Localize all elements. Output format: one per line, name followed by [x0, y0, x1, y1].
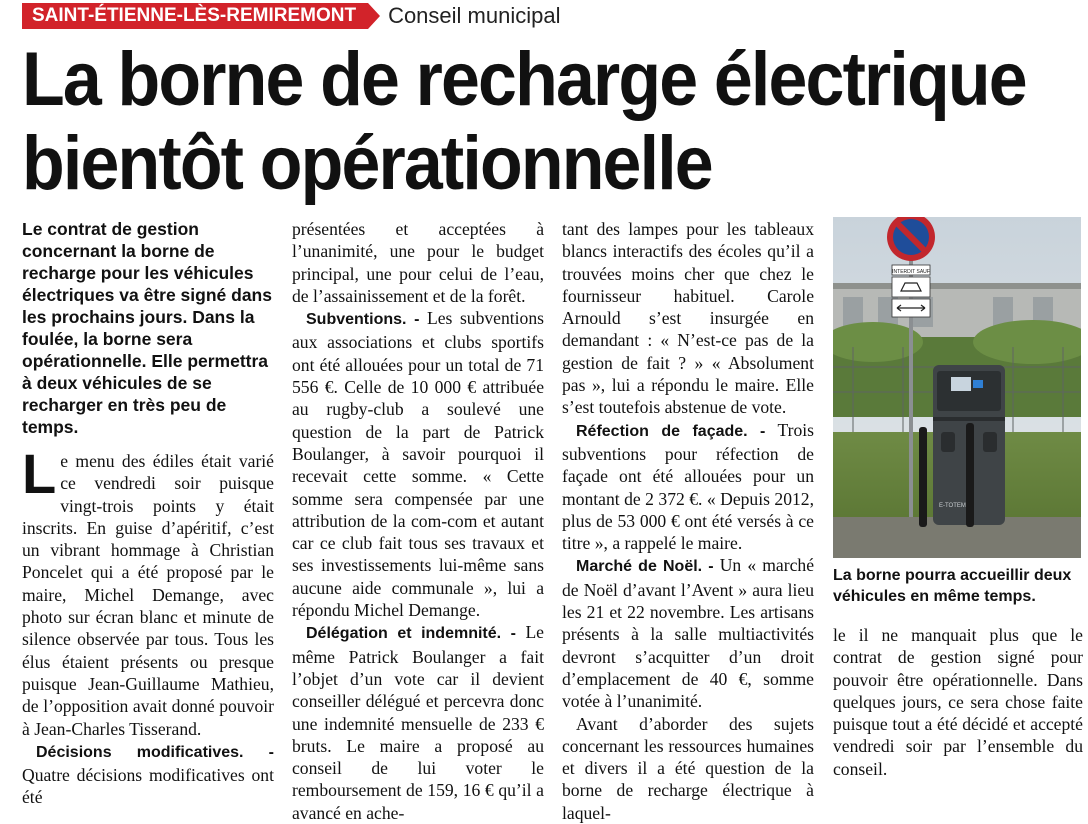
paragraph-conclusion: le il ne manquait plus que le contrat de gestion signé pour pouvoir être opérationnelle. Dans quelques jours, ce sera chose faite puisque tout a été décidé et accepté vendredi soir par l’ensemble du conseil.	[833, 625, 1083, 779]
paragraph-continued: présentées et acceptées à l’unanimité, une pour le budget principal, une pour celui de l’eau, de l’assainissement et de la forêt.	[292, 219, 544, 306]
headline-line-2: bientôt opérationnelle	[22, 121, 712, 206]
paragraph-marche: Marché de Noël. - Un « marché de Noël d’avant l’Avent » aura lieu les 21 et 22 novembre. Les artisans présents à la salle multiactivités devront s’acquitter d’un droit d’emplacement de 40 €, somme votée à l’unanimité.	[562, 555, 814, 712]
lead-paragraph: Le contrat de gestion concernant la borne de recharge pour les véhicules électriques va être signé dans les prochains jours. Dans la foulée, la borne sera opérationnelle. Elle permettra à deux véhicules de se recharger en très peu de temps.	[22, 219, 272, 437]
intro-paragraph: Le menu des édiles était varié ce vendredi soir puisque vingt-trois points y était inscrits. En guise d’apéritif, c’est un vibrant hommage à Christian Poncelet qui a été proposé par le maire, Michel Demange, avec photo sur écran blanc et minute de silence observée par tous. Tous les élus étaient présents ou presque puisque Jean-Guillaume Mathieu, de l’opposition avait donné pouvoir à Jean-Charles Tisserand.	[22, 442, 274, 739]
paragraph-borne: Avant d’aborder des sujets concernant les ressources humaines et divers il a été question de la borne de recharge électrique à laquel-	[562, 713, 814, 823]
paragraph-decisions: Décisions modificatives. - Quatre décisions modificatives ont été	[22, 743, 274, 808]
section-label: Conseil municipal	[388, 3, 561, 28]
station-brand: E-TOTEM	[939, 503, 966, 509]
kicker	[22, 3, 560, 29]
headline	[22, 37, 1026, 206]
drop-cap: L	[22, 442, 57, 505]
charging-station-photo	[833, 217, 1081, 558]
subhead-decisions: Décisions modificatives. -	[36, 743, 274, 761]
subhead-facade: Réfection de façade. -	[576, 422, 766, 440]
column-3	[562, 218, 814, 824]
subhead-marche: Marché de Noël. -	[576, 558, 714, 576]
paragraph-delegation: Délégation et indemnité. - Le même Patrick Boulanger a fait l’objet d’un vote car il devient conseiller délégué et percevra donc une indemnité mensuelle de 233 € bruts. Le maire a proposé au conseil de lui voter le remboursement de 159, 16 € qu’il a avancé en ache-	[292, 622, 544, 823]
photo-caption: La borne pourra accueillir deux véhicules en même temps.	[833, 567, 1072, 605]
sign-plaque-text: INTERDIT SAUF	[892, 269, 930, 275]
subhead-subventions: Subventions. -	[306, 311, 420, 329]
paragraph-facade: Réfection de façade. - Trois subventions pour réfection de façade ont été allouées pour un montant de 2 372 €. « Depuis 2012, plus de 53 000 € ont été versés à ce titre », a rappelé le maire.	[562, 419, 814, 554]
paragraph-subventions: Subventions. - Les subventions aux associations et clubs sportifs ont été allouées pour un total de 71 556 €. Celle de 10 000 € attribuée au rugby-club a soulevé une question de la part de Patrick Boulanger, à savoir pourquoi il recevait cette somme. « Cette somme sera compensée par une attribution de la com-com et autant car ce club fait tous ses travaux et ses investissements lui-même sans aucune aide communale », lui a répondu Michel Demange.	[292, 308, 544, 621]
column-4	[833, 624, 1083, 780]
column-2	[292, 218, 544, 824]
headline-line-1: La borne de recharge électrique	[22, 37, 1026, 122]
column-1	[22, 218, 274, 809]
location-tag: SAINT-ÉTIENNE-LÈS-REMIREMONT	[22, 3, 368, 29]
paragraph-continued-3: tant des lampes pour les tableaux blancs interactifs des écoles qu’il a trouvées moins cher que chez le fournisseur habituel. Carole Arnould s’est insurgée en demandant : « N’est-ce pas de la gestion de fait ? » « Absolument pas », lui a répondu le maire. Elle s’est toutefois abstenue de vote.	[562, 219, 814, 418]
subhead-delegation: Délégation et indemnité. -	[306, 625, 516, 643]
